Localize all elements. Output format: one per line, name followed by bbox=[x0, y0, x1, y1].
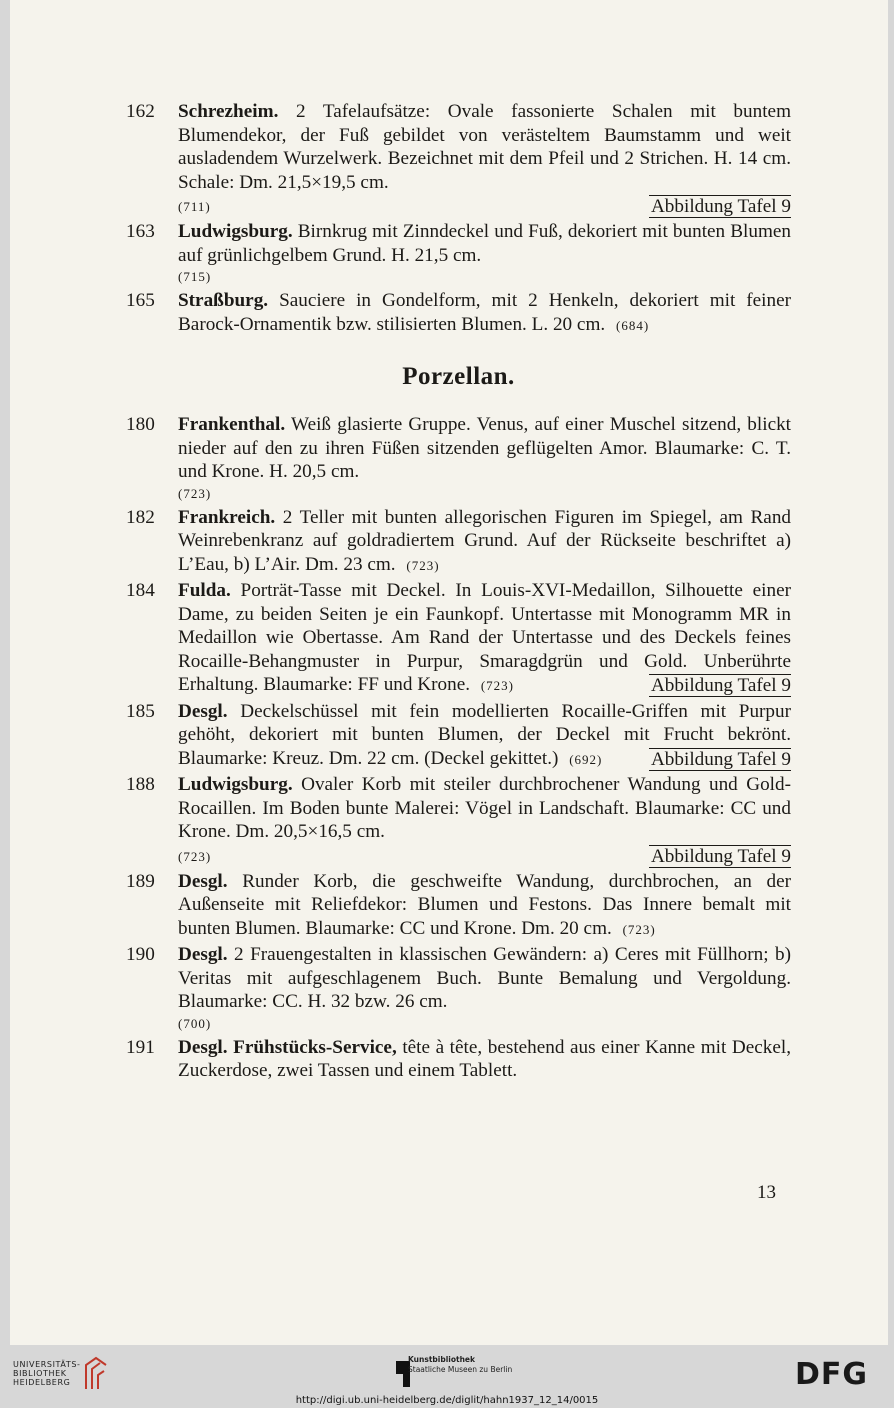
entry-reference: (723) bbox=[178, 485, 212, 501]
entry-location: Fulda. bbox=[178, 580, 231, 601]
catalog-entry-180 bbox=[126, 413, 791, 504]
entry-number: 165 bbox=[126, 290, 155, 311]
catalog-entry-185 bbox=[126, 700, 791, 772]
entry-description: tête à tête, bestehend aus einer Kanne mit Deckel, Zuckerdose, zwei Tassen und einem Tablett. bbox=[178, 1036, 792, 1081]
viewer-footer bbox=[0, 1345, 894, 1408]
catalog-entry-165 bbox=[126, 289, 791, 337]
entry-location: Schrezheim. bbox=[178, 101, 279, 122]
entry-location: Desgl. Frühstücks-Service, bbox=[178, 1036, 397, 1058]
entry-reference: (684) bbox=[615, 317, 650, 333]
kb-line-1: Kunstbibliothek bbox=[408, 1355, 476, 1364]
kb-line-2: Staatliche Museen zu Berlin bbox=[408, 1365, 513, 1374]
entry-number: 189 bbox=[126, 870, 155, 892]
entry-description: Porträt-Tasse mit Deckel. In Louis-XVI-Medaillon, Silhouette einer Dame, zu beiden Seiten je ein Faunkopf. Untertasse mit Monogramm MR in Medaillon wie Obertasse. Am Rand der Untertasse und des Deckels feines Rocaille-Behangmuster in Purpur, Smaragdgrün und Gold. Unberührte Erhaltung. Blaumarke: FF und Krone. bbox=[178, 580, 791, 695]
catalog-entry-162 bbox=[126, 100, 791, 218]
entry-location: Frankreich. bbox=[178, 506, 276, 528]
plate-reference: Abbildung Tafel 9 bbox=[650, 748, 791, 770]
entry-description: Ovaler Korb mit steiler durchbrochener Wandung und Gold-Rocaillen. Im Boden bunte Malerei: Vögel in Landschaft. Blaumarke: CC und Krone. Dm. 20,5×16,5 cm. bbox=[178, 774, 791, 842]
uni-line-2: BIBLIOTHEK bbox=[13, 1369, 67, 1378]
entry-location: Ludwigsburg. bbox=[178, 221, 293, 242]
entry-description: Weiß glasierte Gruppe. Venus, auf einer Muschel sitzend, blickt nieder auf den zu ihren Füßen sitzenden geflügelten Amor. Blaumarke: C. T. und Krone. H. 20,5 cm. bbox=[178, 414, 792, 482]
entry-reference: (715) bbox=[178, 269, 212, 284]
entry-reference: (723) bbox=[178, 848, 212, 864]
entry-number: 184 bbox=[126, 580, 155, 601]
university-logo-icon[interactable] bbox=[82, 1355, 110, 1391]
catalog-entry-191 bbox=[126, 1036, 791, 1083]
entry-location: Desgl. bbox=[178, 944, 228, 965]
entry-location: Straßburg. bbox=[178, 290, 269, 311]
entry-number: 188 bbox=[126, 774, 155, 795]
entry-description: Birnkrug mit Zinndeckel und Fuß, dekoriert mit bunten Blumen auf grünlichgelbem Grund. H. 21,5 cm. bbox=[178, 221, 792, 266]
page-number: 13 bbox=[757, 1182, 776, 1203]
entry-number: 162 bbox=[126, 101, 155, 122]
entry-description: Sauciere in Gondelform, mit 2 Henkeln, dekoriert mit feiner Barock-Ornamentik bzw. stilisierten Blumen. L. 20 cm. bbox=[178, 290, 791, 335]
entry-number: 180 bbox=[126, 414, 155, 435]
entry-description: 2 Tafelaufsätze: Ovale fassonierte Schalen mit buntem Blumendekor, der Fuß gebildet von verästeltem Baumstamm und weit ausladendem Wurzelwerk. Bezeichnet mit dem Pfeil und 2 Strichen. H. 14 cm. Schale: Dm. 21,5×19,5 cm. bbox=[178, 101, 791, 193]
entry-reference: (711) bbox=[178, 199, 211, 214]
entry-description: Runder Korb, die geschweifte Wandung, durchbrochen, an der Außenseite mit Reliefdekor: Blumen und Festons. Das Innere bemalt mit bunten Blumen. Blaumarke: CC und Krone. Dm. 20 cm. bbox=[178, 870, 791, 939]
entry-description: 2 Frauengestalten in klassischen Gewändern: a) Ceres mit Füllhorn; b) Veritas mit aufgeschlagenem Buch. Bunte Bemalung und Vergoldung. Blaumarke: CC. H. 32 bzw. 26 cm. bbox=[178, 944, 791, 1012]
kunstbibliothek-label bbox=[408, 1355, 512, 1375]
uni-line-3: HEIDELBERG bbox=[13, 1378, 71, 1387]
dfg-logo[interactable]: DFG bbox=[795, 1357, 869, 1392]
catalog-entry-163 bbox=[126, 220, 791, 287]
uni-line-1: UNIVERSITÄTS- bbox=[13, 1360, 81, 1369]
entry-location: Frankenthal. bbox=[178, 414, 286, 435]
entry-number: 182 bbox=[126, 506, 155, 528]
entry-reference: (700) bbox=[178, 1015, 212, 1031]
entry-description: 2 Teller mit bunten allegorischen Figuren im Spiegel, am Rand Weinrebenkranz auf goldradiertem Grund. Auf der Rückseite beschriftet a) L’Eau, b) L’Air. Dm. 23 cm. bbox=[178, 506, 792, 575]
entry-reference: (723) bbox=[622, 921, 656, 937]
entry-description: Deckelschüssel mit fein modellierten Rocaille-Griffen mit Purpur gehöht, dekoriert mit bunten Blumen, der Deckel mit Frucht bekrönt. Blaumarke: Kreuz. Dm. 22 cm. (Deckel gekittet.) bbox=[178, 700, 792, 769]
catalog-entry-190 bbox=[126, 943, 791, 1034]
scanned-page bbox=[10, 0, 888, 1345]
entry-reference: (723) bbox=[480, 678, 514, 693]
university-library-label bbox=[13, 1360, 81, 1387]
entry-number: 190 bbox=[126, 944, 155, 965]
catalog-entry-188 bbox=[126, 773, 791, 868]
entry-number: 163 bbox=[126, 221, 155, 242]
entry-location: Ludwigsburg. bbox=[178, 774, 293, 795]
catalog-content bbox=[126, 100, 791, 1085]
plate-reference: Abbildung Tafel 9 bbox=[650, 845, 791, 867]
entry-location: Desgl. bbox=[178, 700, 228, 722]
catalog-entry-184 bbox=[126, 579, 791, 698]
entry-reference: (723) bbox=[406, 557, 440, 573]
entry-location: Desgl. bbox=[178, 870, 228, 892]
entry-reference: (692) bbox=[569, 751, 603, 767]
catalog-entry-182 bbox=[126, 506, 791, 578]
entry-number: 191 bbox=[126, 1036, 155, 1058]
section-title: Porzellan. bbox=[402, 363, 515, 390]
plate-reference: Abbildung Tafel 9 bbox=[650, 196, 791, 217]
catalog-entry-189 bbox=[126, 870, 791, 942]
permalink-url[interactable]: http://digi.ub.uni-heidelberg.de/diglit/hahn1937_12_14/0015 bbox=[295, 1395, 599, 1406]
plate-reference: Abbildung Tafel 9 bbox=[650, 675, 791, 696]
entry-number: 185 bbox=[126, 700, 155, 722]
